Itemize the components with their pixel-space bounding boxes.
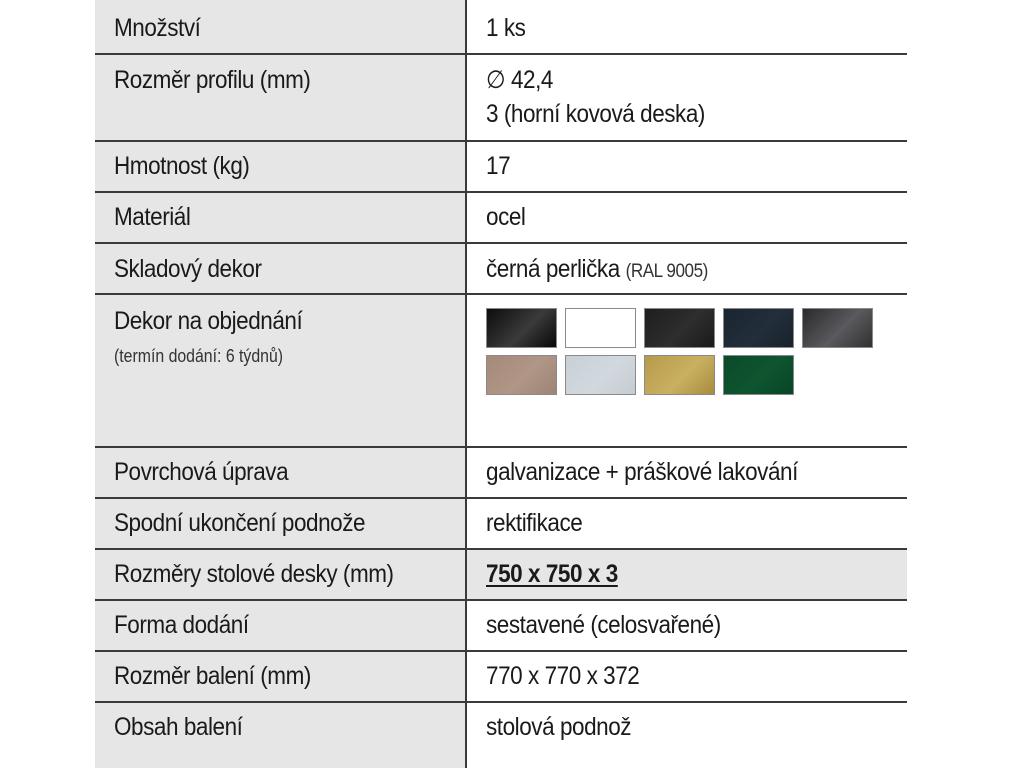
row-label: Hmotnost (kg) [114, 152, 250, 180]
table-row [95, 601, 907, 652]
stock-decor-name: černá perlička [486, 255, 620, 283]
swatch-black-gloss [486, 308, 557, 348]
row-label-cell [95, 142, 467, 191]
row-value: stolová podnož [486, 713, 632, 741]
swatch-light-grey [565, 355, 636, 395]
table-row-highlighted [95, 550, 907, 601]
row-value-cell [467, 550, 907, 599]
row-value-cell [467, 448, 907, 497]
table-row [95, 0, 907, 55]
row-label: Povrchová úprava [114, 458, 289, 486]
swatch-white [565, 308, 636, 348]
swatch-bronze-beige [486, 355, 557, 395]
stock-decor-ral: (RAL 9005) [625, 261, 708, 282]
row-label: Skladový dekor [114, 255, 262, 283]
row-value-cell [467, 244, 907, 293]
row-label-cell [95, 0, 467, 53]
table-row [95, 499, 907, 550]
row-label-cell [95, 703, 467, 768]
swatch-anthracite-metallic [802, 308, 873, 348]
swatch-gold-metallic [644, 355, 715, 395]
row-value-line2: 3 (horní kovová deska) [486, 100, 705, 128]
row-label-cell [95, 550, 467, 599]
table-row [95, 55, 907, 142]
table-row [95, 652, 907, 703]
row-label: Rozměry stolové desky (mm) [114, 560, 394, 588]
row-value: 770 x 770 x 372 [486, 662, 640, 690]
row-value-line1: ∅ 42,4 [486, 66, 553, 94]
row-label-cell [95, 499, 467, 548]
table-row [95, 703, 907, 768]
row-value: 1 ks [486, 14, 526, 42]
row-value: galvanizace + práškové lakování [486, 458, 798, 486]
row-label: Dekor na objednání [114, 307, 303, 335]
row-value-cell [467, 193, 907, 242]
table-row [95, 142, 907, 193]
row-value-cell [467, 652, 907, 701]
table-row [95, 193, 907, 244]
row-value-cell [467, 601, 907, 650]
row-label-cell [95, 448, 467, 497]
delivery-term-note: (termín dodání: 6 týdnů) [114, 346, 284, 366]
table-row [95, 448, 907, 499]
row-label-cell [95, 295, 467, 446]
row-label: Spodní ukončení podnože [114, 509, 366, 537]
row-label-cell [95, 244, 467, 293]
row-label-cell [95, 601, 467, 650]
row-label-cell [95, 193, 467, 242]
row-value-cell [467, 55, 907, 140]
row-label: Množství [114, 14, 201, 42]
row-label-cell [95, 652, 467, 701]
row-value: ocel [486, 203, 526, 231]
row-value-cell [467, 703, 907, 768]
row-label: Obsah balení [114, 713, 243, 741]
row-label: Forma dodání [114, 611, 249, 639]
spec-table [95, 0, 907, 768]
swatch-dark-green [723, 355, 794, 395]
row-value [486, 254, 708, 287]
row-value: sestavené (celosvařené) [486, 611, 721, 639]
row-label: Materiál [114, 203, 191, 231]
table-row [95, 295, 907, 448]
row-value-cell [467, 0, 907, 53]
row-value-cell [467, 142, 907, 191]
table-row [95, 244, 907, 295]
row-label: Rozměr profilu (mm) [114, 66, 311, 94]
swatch-black-textured [644, 308, 715, 348]
tabletop-dimensions-value: 750 x 750 x 3 [486, 560, 618, 588]
swatch-dark-navy [723, 308, 794, 348]
row-value: rektifikace [486, 509, 583, 537]
row-value: 17 [486, 152, 511, 180]
row-value-cell [467, 499, 907, 548]
row-label-cell [95, 55, 467, 140]
row-label: Rozměr balení (mm) [114, 662, 311, 690]
row-value-cell [467, 295, 907, 446]
